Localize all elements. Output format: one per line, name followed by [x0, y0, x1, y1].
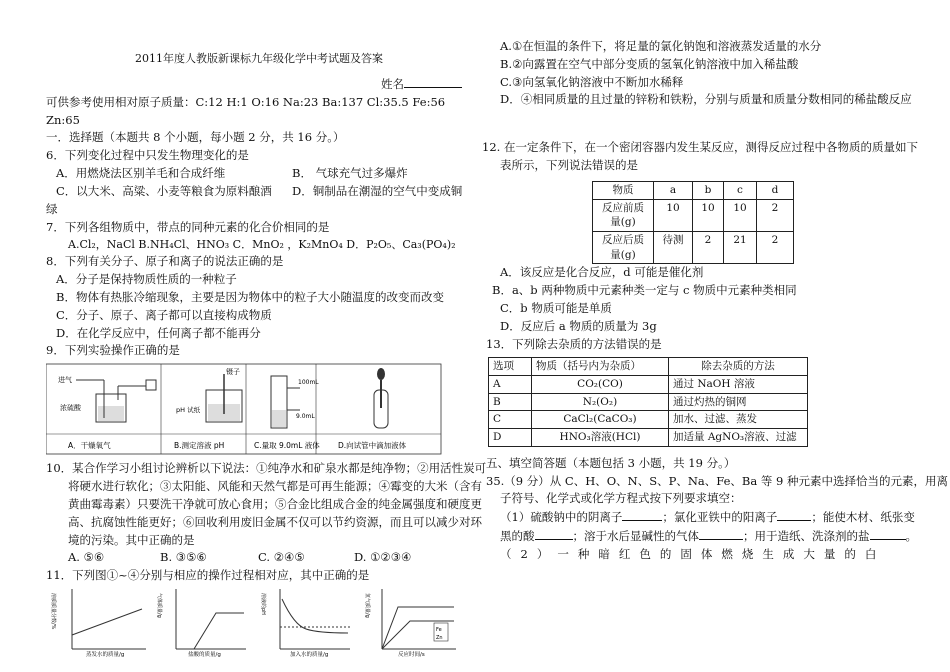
- q10-line-1: 10．某合作学习小组讨论辨析以下说法：①纯净水和矿泉水都是纯净物；②用活性炭可: [46, 461, 487, 476]
- q10-options-row: [46, 549, 472, 567]
- q11-option-a: A.①在恒温的条件下，将足量的氯化钠饱和溶液蒸发适量的水分: [500, 39, 822, 53]
- q12-cell: c: [724, 181, 757, 199]
- q13-cell: C: [489, 411, 532, 429]
- graph-4-ylabel: 氢气质量/g: [364, 592, 370, 618]
- q12-cell: 物质: [593, 181, 654, 199]
- graph-3-ylabel: 溶液的pH: [260, 592, 266, 615]
- label-jinqi: 进气: [58, 376, 72, 385]
- q12-option-d: D．反应后 a 物质的质量为 3g: [500, 318, 657, 333]
- q13-cell: 选项: [489, 358, 532, 376]
- q35-line-4: [500, 527, 917, 546]
- q8-option-b: B．物体有热胀冷缩现象，主要是因为物体中的粒子大小随温度的改变而改变: [56, 290, 444, 305]
- q10-line-3: 黄曲霉毒素）只要洗干净就可放心食用；⑤合金比组成合金的纯金属强度和硬度更: [68, 496, 482, 511]
- q13-cell: 加水、过滤、蒸发: [669, 411, 808, 429]
- q10-option-b: B. ③⑤⑥: [160, 550, 207, 565]
- right-column: [482, 38, 949, 564]
- graph-3: [260, 589, 350, 657]
- graph-1-xlabel: 蒸发水的质量/g: [86, 651, 125, 657]
- q13-table-header: [489, 358, 808, 376]
- q35-line-5: （2）一种暗红色的固体燃烧生成大量的白: [500, 546, 886, 561]
- q35-text: ；能使木材、纸张变: [811, 510, 915, 525]
- q35-line-3: [500, 508, 915, 527]
- graph-3-xlabel: 加入水的质量/g: [290, 651, 329, 657]
- q12-option-a: A．该反应是化合反应，d 可能是催化剂: [500, 265, 704, 280]
- q13-cell: 除去杂质的方法: [669, 358, 808, 376]
- graph-4: [364, 589, 456, 657]
- q10-option-a: A. ⑤⑥: [68, 550, 105, 565]
- q6-option-c: C．以大米、高粱、小麦等粮食为原料酿酒: [56, 183, 272, 198]
- q11-stem: 11．下列图①~④分别与相应的操作过程相对应，其中正确的是: [46, 568, 370, 583]
- q13-cell: B: [489, 393, 532, 411]
- q7-options: A.Cl₂，NaCl B.NH₄Cl、HNO₃ C．MnO₂ ，K₂MnO₄ D．P₂O₅、Ca₃(PO₄)₂: [68, 238, 456, 252]
- q8-option-d: D．在化学反应中，任何离子都不能再分: [56, 325, 261, 340]
- left-column: [46, 0, 487, 657]
- q12-cell: b: [693, 181, 724, 199]
- q8-option-c: C．分子、原子、离子都可以直接构成物质: [56, 307, 272, 322]
- q13-cell: CaCl₂(CaCO₃): [532, 411, 669, 429]
- q12-cell: 10: [654, 199, 693, 231]
- q6-row-2: [46, 183, 472, 201]
- q13-cell: D: [489, 429, 532, 447]
- q35-text: ；氯化亚铁中的阳离子: [662, 510, 778, 525]
- q12-stem-1: 12. 在一定条件下，在一个密闭容器内发生某反应，测得反应过程中各物质的质量如下: [482, 140, 918, 155]
- q11-graphs: [46, 585, 472, 657]
- q12-table-row: [593, 231, 794, 263]
- q10-option-c: C. ②④⑤: [258, 550, 305, 565]
- graph-2-xlabel: 盐酸的质量/g: [188, 651, 221, 657]
- label-100ml: 100mL: [298, 379, 319, 387]
- q12-cell: 10: [724, 199, 757, 231]
- q6-option-d: D．铜制品在潮湿的空气中变成铜: [292, 183, 463, 198]
- graph-4-xlabel: 反应时间/s: [398, 651, 425, 657]
- q13-cell: A: [489, 376, 532, 394]
- name-label: 姓名: [381, 77, 404, 92]
- q13-table-row: [489, 429, 808, 447]
- q9-apparatus-figure: [46, 360, 472, 460]
- q10-line-2: 将硬水进行软化；③太阳能、风能和天然气都是可再生能源；④霉变的大米（含有: [68, 479, 482, 494]
- q6-option-a: A．用燃烧法区别羊毛和合成纤维: [56, 166, 226, 181]
- graph-1-ylabel: 溶质质量分数/%: [50, 592, 56, 630]
- q11-option-c: C.③向氢氧化钠溶液中不断加水稀释: [500, 74, 684, 89]
- answer-blank[interactable]: [870, 527, 906, 540]
- atomic-mass-line-2: Zn:65: [46, 112, 80, 127]
- answer-blank[interactable]: [777, 508, 811, 521]
- q10-line-5: 境的污染。其中正确的是: [68, 532, 195, 547]
- q12-cell: 反应前质量(g): [593, 199, 654, 231]
- q13-cell: 物质（括号内为杂质）: [532, 358, 669, 376]
- name-blank[interactable]: [404, 75, 462, 88]
- graph-1: [50, 589, 146, 657]
- q11-option-d: D．④相同质量的且过量的锌粉和铁粉，分别与质量和质量分数相同的稀盐酸反应: [500, 92, 912, 107]
- q12-table-row: [593, 199, 794, 231]
- answer-blank[interactable]: [535, 527, 573, 540]
- graph-2: [156, 589, 246, 657]
- q35-text: 。: [905, 529, 917, 544]
- section-5-heading: 五、填空简答题（本题包括 3 小题，共 19 分。）: [486, 455, 736, 470]
- q6-option-d-cont: 绿: [46, 201, 58, 216]
- q11-option-b: B.②向露置在空气中部分变质的氢氧化钠溶液中加入稀盐酸: [500, 56, 799, 71]
- label-nongliusuan: 浓硫酸: [60, 404, 81, 413]
- legend-zn: Zn: [436, 634, 443, 641]
- legend-fe: Fe: [436, 626, 442, 633]
- q35-line-1: 35.（9 分）从 C、H、O、N、S、P、Na、Fe、Ba 等 9 种元素中选择恰当的元素，用离: [486, 473, 949, 488]
- q9-caption-d: D.向试管中滴加液体: [338, 441, 407, 451]
- q12-cell: d: [757, 181, 794, 199]
- q12-cell: 反应后质量(g): [593, 231, 654, 263]
- q35-text: ；用于造纸、洗涤剂的盐: [743, 529, 870, 544]
- q8-option-a: A．分子是保持物质性质的一种粒子: [56, 272, 237, 287]
- label-9ml: 9.0mL: [296, 413, 315, 421]
- q7-stem: 7．下列各组物质中，带点的同种元素的化合价相同的是: [46, 219, 330, 234]
- name-field-row: [46, 75, 472, 94]
- q12-cell: 2: [757, 199, 794, 231]
- atomic-mass-line: 可供参考使用相对原子质量：C:12 H:1 O:16 Na:23 Ba:137 Cl:35.5 Fe:56: [46, 94, 446, 109]
- q13-cell: 通过 NaOH 溶液: [669, 376, 808, 394]
- answer-blank[interactable]: [699, 527, 743, 540]
- q35-text: ；溶于水后显碱性的气体: [572, 529, 699, 544]
- q13-table: [488, 357, 808, 446]
- q9-stem: 9．下列实验操作正确的是: [46, 343, 180, 358]
- q12-cell: a: [654, 181, 693, 199]
- q13-table-row: [489, 411, 808, 429]
- q35-line-2: 子符号、化学式或化学方程式按下列要求填空：: [500, 491, 742, 506]
- q35-text: （1）硫酸钠中的阴离子: [500, 510, 623, 525]
- q12-stem-2: 表所示，下列说法错误的是: [500, 158, 638, 173]
- q12-cell: 2: [693, 231, 724, 263]
- q12-option-b: B．a、b 两种物质中元素种类一定与 c 物质中元素种类相同: [492, 283, 797, 298]
- q9-caption-a: A．干燥氧气: [68, 441, 111, 451]
- q13-cell: 加适量 AgNO₃溶液、过滤: [669, 429, 808, 447]
- q12-cell: 10: [693, 199, 724, 231]
- section-1-heading: 一．选择题（本题共 8 个小题，每小题 2 分，共 16 分。）: [46, 130, 345, 145]
- q9-caption-b: B.测定溶液 pH: [174, 441, 225, 451]
- q9-figure: [46, 360, 472, 460]
- q13-cell: CO₂(CO): [532, 376, 669, 394]
- label-ph-paper: pH 试纸: [176, 406, 201, 415]
- q12-cell: 待测: [654, 231, 693, 263]
- q12-option-c: C．b 物质可能是单质: [500, 300, 612, 315]
- label-niezi: 镊子: [226, 368, 240, 377]
- q12-table: [592, 181, 794, 264]
- q6-stem: 6．下列变化过程中只发生物理变化的是: [46, 148, 249, 163]
- q8-stem: 8．下列有关分子、原子和离子的说法正确的是: [46, 254, 284, 269]
- q35-text: 黑的酸: [500, 529, 535, 544]
- answer-blank[interactable]: [622, 508, 662, 521]
- q13-table-row: [489, 376, 808, 394]
- q13-cell: N₂(O₂): [532, 393, 669, 411]
- q12-cell: 2: [757, 231, 794, 263]
- q13-cell: 通过灼热的铜网: [669, 393, 808, 411]
- q6-option-b: B． 气球充气过多爆炸: [292, 166, 408, 181]
- q9-caption-c: C.量取 9.0mL 液体: [254, 441, 320, 451]
- q12-table-header: [593, 181, 794, 199]
- q13-stem: 13．下列除去杂质的方法错误的是: [486, 336, 662, 351]
- q10-option-d: D. ①②③④: [354, 550, 412, 565]
- q12-cell: 21: [724, 231, 757, 263]
- q6-row-1: [46, 165, 472, 183]
- q10-line-4: 高、抗腐蚀性能更好；⑥回收利用废旧金属不仅可以节约资源，而且可以减少对环: [68, 514, 482, 529]
- q13-cell: HNO₃溶液(HCl): [532, 429, 669, 447]
- graph-2-ylabel: 气体质量/g: [156, 592, 162, 618]
- q13-table-row: [489, 393, 808, 411]
- page-title: 2011年度人教版新课标九年级化学中考试题及答案: [135, 52, 383, 65]
